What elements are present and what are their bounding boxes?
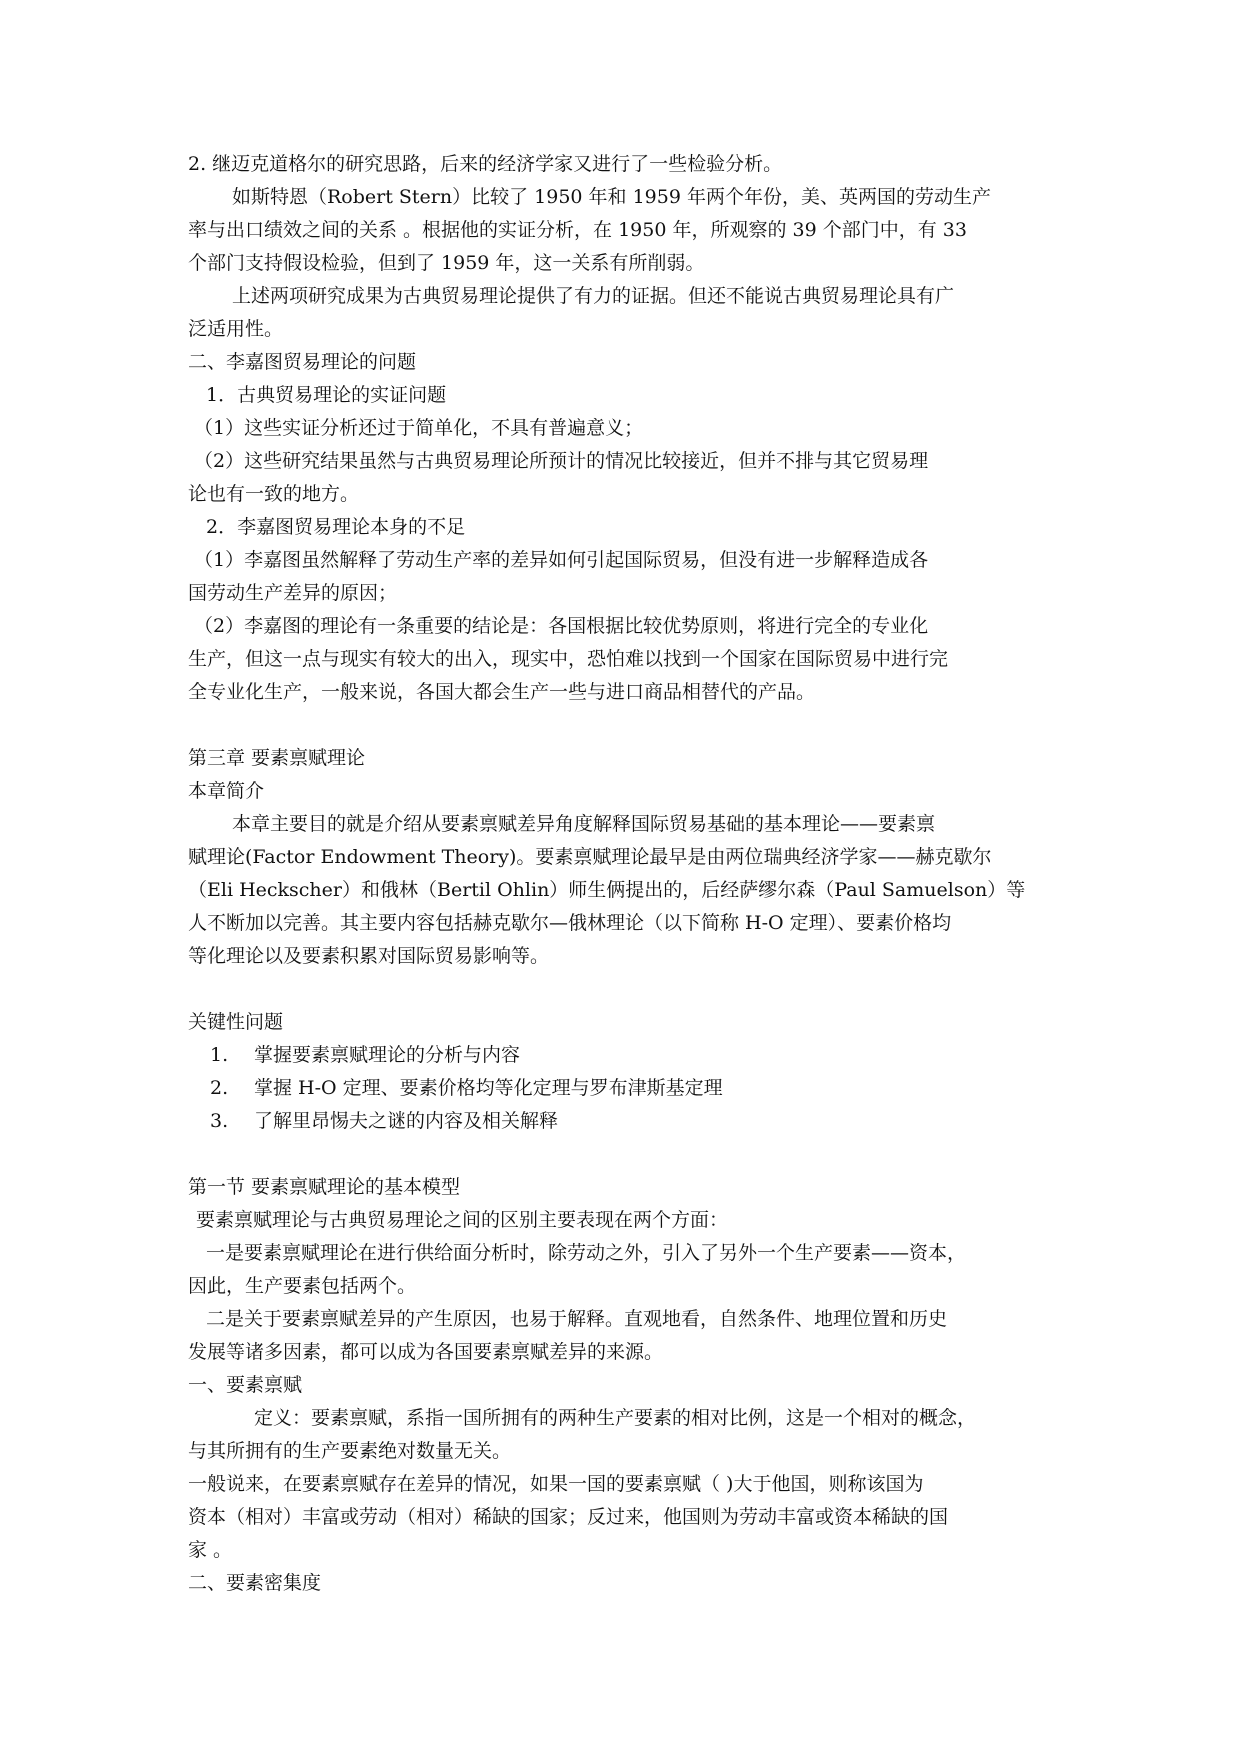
list-item: （2）李嘉图的理论有一条重要的结论是：各国根据比较优势原则，将进行完全的专业化 xyxy=(194,615,929,637)
list-item-continued: 论也有一致的地方。 xyxy=(188,483,360,505)
section-label-intro: 本章简介 xyxy=(188,780,265,802)
section-paragraph: 二是关于要素禀赋差异的产生原因，也易于解释。直观地看，自然条件、地理位置和历史 xyxy=(206,1308,948,1330)
definition-line: 与其所拥有的生产要素绝对数量无关。 xyxy=(188,1440,512,1462)
spacer xyxy=(188,973,1088,1006)
list-text: 掌握要素禀赋理论的分析与内容 xyxy=(254,1044,521,1066)
spacer xyxy=(188,709,1088,742)
definition-line: 定义：要素禀赋，系指一国所拥有的两种生产要素的相对比例，这是一个相对的概念， xyxy=(254,1407,977,1429)
list-number: 3. xyxy=(210,1110,229,1132)
list-text: 了解里昂惕夫之谜的内容及相关解释 xyxy=(254,1110,559,1132)
list-item-continued: 国劳动生产差异的原因； xyxy=(188,582,398,604)
list-item-continued: 生产，但这一点与现实有较大的出入，现实中，恐怕难以找到一个国家在国际贸易中进行完 xyxy=(188,648,949,670)
list-item: （1）这些实证分析还过于简单化，不具有普遍意义； xyxy=(194,417,644,439)
paragraph-stern-intro: 2. 继迈克道格尔的研究思路，后来的经济学家又进行了一些检验分析。 xyxy=(188,153,783,175)
section-paragraph: 要素禀赋理论与古典贸易理论之间的区别主要表现在两个方面： xyxy=(196,1209,729,1231)
list-item-continued: 全专业化生产，一般来说，各国大都会生产一些与进口商品相替代的产品。 xyxy=(188,681,816,703)
general-paragraph-line: 家 。 xyxy=(188,1539,233,1561)
heading-factor-endowment: 一、要素禀赋 xyxy=(188,1374,303,1396)
key-question-item xyxy=(188,1072,1088,1105)
intro-line: 赋理论(Factor Endowment Theory)。要素禀赋理论最早是由两位瑞典经济学家——赫克歇尔 xyxy=(188,846,992,868)
list-number: 2. xyxy=(210,1077,229,1099)
heading-ricardo-problems: 二、李嘉图贸易理论的问题 xyxy=(188,351,417,373)
paragraph-evidence-line: 泛适用性。 xyxy=(188,318,284,340)
list-text: 掌握 H-O 定理、要素价格均等化定理与罗布津斯基定理 xyxy=(254,1077,723,1099)
intro-line: （Eli Heckscher）和俄林（Bertil Ohlin）师生俩提出的，后经萨缪尔森（Paul Samuelson）等 xyxy=(188,879,1026,901)
key-question-item xyxy=(188,1039,1088,1072)
list-item: （1）李嘉图虽然解释了劳动生产率的差异如何引起国际贸易，但没有进一步解释造成各 xyxy=(194,549,929,571)
subheading-shortcomings: 2．李嘉图贸易理论本身的不足 xyxy=(206,516,466,538)
paragraph-stern-line: 率与出口绩效之间的关系 。根据他的实证分析，在 1950 年，所观察的 39 个部门中，有 33 xyxy=(188,219,967,241)
section-paragraph-continued: 发展等诸多因素，都可以成为各国要素禀赋差异的来源。 xyxy=(188,1341,664,1363)
section-paragraph-continued: 因此，生产要素包括两个。 xyxy=(188,1275,417,1297)
intro-line: 人不断加以完善。其主要内容包括赫克歇尔—俄林理论（以下简称 H-O 定理）、要素价格均 xyxy=(188,912,952,934)
paragraph-evidence-line: 上述两项研究成果为古典贸易理论提供了有力的证据。但还不能说古典贸易理论具有广 xyxy=(232,285,955,307)
general-paragraph-line: 资本（相对）丰富或劳动（相对）稀缺的国家；反过来，他国则为劳动丰富或资本稀缺的国 xyxy=(188,1506,949,1528)
section-title: 第一节 要素禀赋理论的基本模型 xyxy=(188,1176,461,1198)
chapter-title: 第三章 要素禀赋理论 xyxy=(188,747,366,769)
document-body xyxy=(188,148,1088,1600)
list-number: 1. xyxy=(210,1044,229,1066)
list-item: （2）这些研究结果虽然与古典贸易理论所预计的情况比较接近，但并不排与其它贸易理 xyxy=(194,450,929,472)
spacer xyxy=(188,1138,1088,1171)
paragraph-stern-line: 个部门支持假设检验，但到了 1959 年，这一关系有所削弱。 xyxy=(188,252,705,274)
heading-factor-intensity: 二、要素密集度 xyxy=(188,1572,322,1594)
intro-line: 等化理论以及要素积累对国际贸易影响等。 xyxy=(188,945,550,967)
key-question-item xyxy=(188,1105,1088,1138)
section-paragraph: 一是要素禀赋理论在进行供给面分析时，除劳动之外，引入了另外一个生产要素——资本， xyxy=(206,1242,967,1264)
general-paragraph-line: 一般说来，在要素禀赋存在差异的情况，如果一国的要素禀赋（ )大于他国，则称该国为 xyxy=(188,1473,924,1495)
paragraph-stern-line: 如斯特恩（Robert Stern）比较了 1950 年和 1959 年两个年份，美、英两国的劳动生产 xyxy=(232,186,991,208)
intro-line: 本章主要目的就是介绍从要素禀赋差异角度解释国际贸易基础的基本理论——要素禀 xyxy=(232,813,936,835)
subheading-empirical: 1．古典贸易理论的实证问题 xyxy=(206,384,447,406)
section-label-key-questions: 关键性问题 xyxy=(188,1011,284,1033)
